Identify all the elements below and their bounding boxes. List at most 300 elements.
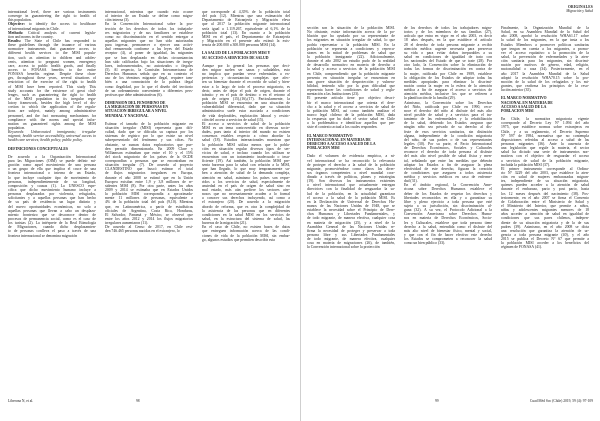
text-line: sección son la situación de la población MISI. — [307, 26, 395, 30]
text-line: frute de esos servicios sanitarios, sin distinción — [404, 129, 492, 134]
text-line: Asamblea General de las Naciones Unidas re- — [307, 224, 395, 229]
text-line: todas las formas de discriminación en contra de — [404, 67, 492, 72]
left-column-2 — [105, 10, 193, 234]
text-line: el extranjero (20). De acuerdo a la migración — [202, 200, 290, 205]
text-line: dad (31). — [404, 179, 418, 184]
text-line: del nuevo oportunidades económicas, no solo a — [8, 204, 96, 209]
running-header — [566, 5, 593, 14]
text-line: país de origen (15),(16),(17). Particularmente, la — [202, 96, 290, 101]
text-line: el acceso a la salud de la población MISI. Es — [307, 195, 395, 200]
text-line: El acceso a servicios de salud de la población — [202, 121, 290, 126]
text-line: Methods: Critical analysis of current legisla- — [8, 30, 96, 35]
text-line: oficiales de Argentina, Costa Rica, Honduras, — [105, 208, 193, 213]
text-line: la población MISI utiliza menos que la pobla- — [202, 142, 290, 147]
text-line: 2015 se publica el Decreto N° 67 que permite a — [501, 237, 589, 242]
section-heading-line: SITUACIÓN IRREGULAR A NIVEL — [105, 109, 167, 114]
text-line: médica a fin de asegurar el acceso a servicios de — [404, 88, 492, 93]
text-line: moción de la salud de los refugiados y los mi- — [501, 79, 589, 84]
text-line: les y Culturales, establece que toda persona tiene — [404, 220, 492, 225]
page-number-right: 99 — [435, 399, 439, 403]
text-line: sos órganos competentes a nivel mundial coor- — [307, 170, 395, 175]
text-line: establece la necesidad sobre el Principio de Dere- — [307, 208, 395, 213]
text-line: a servicios de salud de la población migrante, — [501, 158, 589, 163]
text-line: los turistas (2). La intérprete de la Real Etimología — [8, 221, 96, 226]
text-line: MISI es un tema controvertido en diversas socie- — [202, 125, 290, 130]
text-line: tions are subject, mainly among administrative — [8, 109, 96, 114]
text-line: 28 el derecho de toda persona migrante a recibir — [404, 42, 492, 47]
text-line: a conocer sus derechos incluyendo, así como a — [202, 196, 290, 201]
text-line: mentación a las Instituciones (23). — [307, 92, 360, 97]
text-line: una grave situación de desprotección y vulnera- — [307, 79, 395, 84]
section-heading-line: DERECHO A ACCESO A SALUD DE LA — [307, 141, 376, 146]
text-line: periencias y circunstancias complejas que afec- — [202, 76, 290, 81]
text-line: artículo que entra en vigor en el año 2003, es decir — [404, 34, 492, 39]
text-line: tencia de 200.000 a 300.000 personas MISI (14). — [202, 43, 277, 48]
section-heading-line: POBLACIÓN MISI — [501, 108, 534, 113]
section-heading-line: LA MIGRACIÓN DE PERSONAS EN — [105, 105, 169, 110]
text-line: No obstante, existe información acerca de la po- — [307, 30, 395, 35]
text-line: of international migrants in Chile. — [8, 26, 60, 31]
text-line: frontera internacional se denomina migración — [8, 233, 78, 238]
text-line: of MISI have been reported. This study This — [8, 84, 96, 89]
text-line: bilidad, teniendo sólo por la gran dificultad que — [307, 83, 395, 88]
text-line: ción del acceso a servicios de salud (15). — [202, 117, 264, 122]
text-line: que, en Latinoamérica, a partir de estadísticas — [105, 204, 193, 209]
text-line: y Migración en el presente año estimó la exis- — [202, 38, 290, 43]
text-line: 4% de la población total del país (9,10). Mientras — [105, 200, 193, 205]
text-line: firma la necesidad de proteger y preservar a toda — [307, 228, 395, 233]
text-line: siones en la mitad de problemas de salud que — [307, 50, 395, 55]
text-line: vicios de salud, e incluso cuando los utilizan se — [202, 150, 290, 155]
text-line: Results: The State of Chile has responded to — [8, 38, 96, 43]
text-line: nación por motivos de género, edad, religión, — [501, 63, 589, 68]
text-line: mation on guaranteed rights among the MISI — [8, 121, 96, 126]
text-line: decir, antes de dejar el país de origen, durante el — [202, 88, 290, 93]
text-line: de flujos migratorios irregulares en Europa, — [105, 171, 193, 176]
header-subtitle: Migración y Salud — [566, 9, 593, 14]
text-line: al interior de un Estado se define como migra- — [105, 14, 193, 19]
text-line: representa hacer las condiciones de salud y regla- — [307, 88, 395, 93]
text-line: población se representa a condiciones y repercu- — [307, 46, 395, 51]
text-line: estar a lo largo de todo el proceso migratorio, es — [202, 84, 290, 89]
text-line: a la problemática e identificar aquellos que per- — [307, 121, 395, 126]
text-line: CLANDESTINO que buscó estimar el total — [105, 167, 193, 172]
text-line: legales (30). Por su parte, el Pacto Internacional — [404, 141, 492, 146]
text-line: del más alto nivel posible de salud física y men- — [404, 154, 492, 159]
text-line: personnel, and the fact measuring mechanisms for — [8, 113, 96, 118]
text-line: en Chile, comprendiendo que la población migrante — [307, 71, 395, 76]
section-heading-line: NACIONAL EN MATERIA DE — [501, 100, 553, 105]
text-line: MISI en el país, el Departamento de Extranjería — [202, 34, 290, 39]
text-line: condiciones en la salud MISI en los servicios de — [202, 212, 290, 217]
text-line: que al 2017 la población migrante internacional — [202, 22, 290, 27]
text-line: de todo migrante, de manera efectiva, cualquier cosa — [307, 216, 395, 221]
text-line: corresponde al Decreto Ley N° 1.094 del año — [501, 121, 589, 126]
text-line: niñas y adolescentes migrantes menores de 18 — [501, 208, 589, 213]
text-line: una legislación que regule la materia, el sector — [501, 146, 589, 151]
text-line: personas migrantes (36). Ante la ausencia de — [501, 141, 589, 146]
text-line: tección de los derechos de todos los trabajado- — [105, 26, 193, 31]
text-line: Asimismo, la Convención sobre los Derechos — [404, 100, 492, 105]
text-line: administrativa suele estar asociada a condiciones — [202, 109, 290, 114]
text-line: que se han desplazado en dichas circunstancias — [105, 55, 193, 60]
text-line: ricana sobre Derechos Humanos establece el — [404, 187, 492, 192]
text-line: adoptó la resolución WHA70.15 sobre la pro- — [501, 75, 589, 80]
section-heading-line: SU ACCESO A SERVICIOS DE SALUD — [202, 55, 269, 60]
text-line: la población MISI acceder a los beneficios del — [501, 241, 589, 246]
text-line: restriction of the exercise of the right to health — [8, 80, 96, 85]
text-line: vulnerabilidad diferencial, dado que su situación — [202, 105, 290, 110]
text-line: de su país de residencia un lugar distinto y — [8, 200, 96, 205]
text-line: den 746.465 personas nacidas en el extranjero, lo — [105, 229, 180, 234]
text-line: these guidelines through the issuance of various — [8, 43, 96, 48]
text-line: lares, indocumentados, no autorizados o ilegales — [105, 63, 193, 68]
text-line: 18 años después, en la que establece el artículo — [404, 38, 492, 43]
text-line: Convención Americana sobre Derechos Huma- — [404, 212, 492, 217]
running-footer-journal: Cuad Méd Soc (Chile) 2019, 59 (4): 97-109 — [529, 399, 593, 403]
text-line: correspondían a personas que se encontraban en — [105, 159, 193, 164]
text-line: this population. — [8, 18, 32, 23]
left-column-1 — [8, 10, 96, 238]
text-line: de los derechos de todos los trabajadores migra- — [404, 26, 492, 30]
text-line: marco legal chileno de la población MISI, dada — [307, 112, 395, 117]
text-line: mente 11 millones de personas, equivalente a — [105, 196, 193, 201]
text-line: no implica que puedan verse enfrentadas a ex- — [202, 72, 290, 77]
text-line: nivel posible de salud y a servicios para el tra- — [404, 112, 492, 117]
text-line: dinado a través de políticas, planes y estrategias — [307, 175, 395, 180]
text-line: En el ámbito regional, la Convención Ame- — [404, 183, 492, 188]
text-line: Derechos Humanos señala que en su contexto el — [105, 72, 193, 77]
section-heading-line: INTERNACIONAL EN MATERIA DE — [307, 137, 371, 142]
text-line: como no discriminación en el sentido entregar a — [105, 34, 193, 39]
text-line: la planificación de la familia (29). — [404, 96, 456, 101]
text-line: frontera internacional o interna de un Estado, — [8, 171, 96, 176]
text-line: cretion to which the application of the regula- — [8, 105, 96, 110]
text-line: health care services; health policy; public policy. — [8, 138, 83, 143]
abstract-label: Objective: — [8, 22, 25, 27]
text-line: to de personas conlleva el paso a través de una — [8, 229, 96, 234]
text-line: (5). Al respecto, la Comisión Interamericana de — [105, 67, 193, 72]
text-line: de desarrollo normativo en materia de derecho a — [307, 63, 395, 68]
text-line: medidas apropiadas para eliminar la discrimi- — [404, 79, 492, 84]
abstract-label: Methods: — [8, 30, 24, 35]
right-column-1 — [307, 26, 395, 250]
text-line: de un ordenamiento conveniente a diferentes pers- — [105, 88, 193, 93]
text-line: la salud de los migrantes, en la que insta a los — [501, 38, 589, 43]
text-line: barreras de la migración (21). — [202, 221, 248, 226]
text-line: grantes, que reafirma los principios de la reso- — [501, 83, 589, 88]
text-line: population. — [8, 125, 26, 130]
text-line: nación contra la mujer en la esfera de la atención — [404, 83, 492, 88]
text-line: ción interna (3). — [105, 18, 130, 23]
text-line: ción en situación regular diversos tipos de ser- — [202, 146, 290, 151]
text-line: go, algunos estudios que permiten describir esta — [202, 237, 275, 242]
text-line: manos de las Naciones Unidas de 1948, que se — [307, 204, 395, 209]
text-line: libre y pleno ejercicio a toda persona que esté — [404, 199, 492, 204]
text-line: Estados Miembros a promover políticas sanitarias — [501, 42, 589, 47]
text-line: salud ha dictado una serie de instrumentos nor- — [501, 150, 589, 155]
text-line: blación que ha ayudado por su representante de — [307, 34, 395, 39]
text-line: para las Migraciones (OIM) se puede definir mi- — [8, 159, 96, 164]
text-line: miento fronterizo que se desconoce dentro de — [8, 212, 96, 217]
text-line: de Derechos Económicos, Sociales y Culturales — [404, 146, 492, 151]
text-line: solicitantes y a aquellas personas que han hecho — [8, 196, 96, 201]
text-line: los 12 meses después del nacimiento (38). Pos- — [501, 191, 589, 196]
section-heading-line: MUNDIAL Y NACIONAL — [105, 113, 149, 118]
text-line: migrante, promoviéndose como claros los diver- — [307, 166, 395, 171]
text-line: Objective: to identify the access to healthcare — [8, 22, 96, 27]
text-line: la población inmigrante (22). Adicionalmente, — [307, 54, 395, 59]
text-line: migrant; health service accessibility, universal access to — [8, 134, 96, 139]
text-line: international level, there are various instruments — [8, 10, 96, 14]
text-line: res migratorios y de sus familiares se establece — [105, 30, 193, 35]
text-line: de proteger el derecho a la salud de la población — [307, 162, 395, 167]
text-line: deber de los Estados de respetar los derechos y — [404, 191, 492, 196]
text-line: of the MISI population in its irregular regu- — [8, 96, 96, 101]
text-line: En Chile, la normativa migratoria vigente — [501, 117, 589, 122]
text-line: dades, pues tanto al interior del mundo no existen — [202, 130, 290, 135]
text-line: durante el embarazo, parto y post parto, hasta — [501, 187, 589, 192]
text-line: de la salud, debiendo los Estados asegurar que — [404, 121, 492, 126]
text-line: tránsito y en el país de destino o en el retorno al — [202, 92, 290, 97]
text-line: ben a atención de salud de la demanda compleja, — [202, 171, 290, 176]
text-line: personas desplazadas por violencia, refugiados, — [8, 192, 96, 197]
text-line: sería igual a 1.119.267, equivalente al 6,1% de la — [202, 26, 290, 31]
text-line: latory framework, besides the high level of dis- — [8, 101, 96, 106]
text-line: chos Humanos y Libertades Fundamentales, y — [307, 212, 395, 217]
text-line: teriormente, en el año 2007 se firma el Convenio — [501, 195, 589, 200]
text-line: receptor (4), al poner de igualdad, las migrantes — [105, 51, 193, 56]
text-line: nosos que no necesariamente acuden a lo formal — [202, 192, 290, 197]
text-line: otro lado, la Convención sobre la eliminación de — [404, 63, 492, 68]
text-line: Salud, en su Asamblea Mundial de la Salud del — [501, 30, 589, 35]
text-line: access to FONASA benefits to the entire — [8, 67, 96, 72]
text-line: atención en salud, asimismo los países son reque- — [202, 175, 290, 180]
text-line: composición y causas (1). La UNESCO espe- — [8, 183, 96, 188]
text-line: lución anterior (35). — [501, 88, 532, 93]
text-line: adoptar los Estados a fin de asegurar la plena — [404, 162, 492, 167]
text-line: condiciones que sus pares chilenos, indepen- — [501, 216, 589, 221]
text-line: sistemas de registro por lo que existe un nivel — [105, 134, 193, 139]
text-line: obstante, se suman datos exploratorios que pue- — [105, 142, 193, 147]
text-line: lenges, such as guaranteeing the right to health — [8, 92, 96, 97]
text-line: podría representar a la población MISI. En la — [307, 42, 395, 47]
text-line: Departamento de Extranjería y Migración eleva — [202, 18, 290, 23]
text-line: que corresponde al 4,35% de la población total — [202, 10, 290, 14]
text-line: den migrar suelen ser sanas y saludables, esto — [202, 67, 290, 72]
text-line: study accounts for the existence of great chal- — [8, 88, 96, 93]
text-line: los migrantes en situación irregular de salud, lo que — [307, 38, 395, 43]
text-line: cosa en materia de migraciones (26), de también, — [307, 241, 395, 246]
text-line: El primer instrumento corresponde al Ordina- — [501, 166, 589, 171]
text-line: derecho a la salud, entendida como el disfrute del — [404, 224, 492, 229]
text-line: que tengan en cuenta a los migrantes, a promo- — [501, 46, 589, 51]
right-page — [300, 0, 600, 421]
text-line: la respuesta que ha dado el sector salud en Chile — [307, 117, 395, 122]
text-line: El presente artículo tiene por objetivo descri- — [307, 96, 395, 101]
text-line: año 2017 la Asamblea Mundial de la Salud — [501, 71, 589, 76]
text-line: diente de su situación migratoria y de la de sus — [501, 220, 589, 225]
text-line: tamiento de las enfermedades y la rehabilitación — [404, 117, 492, 122]
text-line: normative instruments that guarantee access to — [8, 47, 96, 52]
header-section-title: ORIGINALES — [568, 5, 593, 9]
text-line: la Convención internacional sobre la protección — [307, 245, 380, 250]
text-line: irregulares aumentaron (11). — [105, 221, 149, 226]
text-line: régimen de FONASA (41). — [501, 245, 543, 250]
text-line: de Colaboración entre el Ministerio de Salud y — [501, 199, 589, 204]
text-line: más alto nivel de bienestar físico, mental y social, — [404, 228, 492, 233]
text-line: cho a la salud y el acceso a servicios de salud de — [307, 104, 395, 109]
text-line: salud, la prevención de enfermedades y la aten- — [501, 54, 589, 59]
text-line: compliance with the norms and special infor- — [8, 117, 96, 122]
text-line: Europea existían entre 1,9 y 3,8 millones de re- — [105, 179, 193, 184]
text-line: cultad, dado que se dificulta su captura por los — [105, 130, 193, 135]
text-line: mal estado, más aún prefiere los sectores aire- — [202, 188, 290, 193]
text-line: salud (18). Estudios internacionales muestran que — [202, 138, 290, 143]
text-line: la salud y acceso a servicios de la población MISI — [307, 67, 395, 72]
text-line: care, access to public health goods, and finally — [8, 63, 96, 68]
text-line: lo que incluye cualquier tipo de movimiento de — [8, 175, 96, 180]
text-line: cents, attention to pregnant women, emergency — [8, 59, 96, 64]
text-line: de todo migrante, de manera efectiva, cualquier — [307, 237, 395, 242]
text-line: de Migraciones, cuando dicho desplazamien- — [8, 225, 96, 230]
text-line: salud en condiciones de igualdad de trato con — [404, 54, 492, 59]
text-line: uso de los términos migrante ilegal, requiere tam- — [105, 76, 193, 81]
text-line: internacional, mientras que cuando esto ocurre — [105, 10, 193, 14]
text-line: guna (32). A su vez, el Protocolo Adicional a la — [404, 208, 492, 213]
text-line: Finalmente, la Organización Mundial de la — [501, 26, 589, 30]
text-line: población total (13). En cuanto a la población — [202, 30, 290, 35]
text-line: El Salvador, Panamá y México, se observó que — [105, 212, 193, 217]
text-line: durante el año 2008 se estimó que en la Unión — [105, 175, 193, 180]
text-line: FONASA benefits regime. Despite these chan- — [8, 72, 96, 77]
text-line: ver el acceso equitativo a la promoción de la — [501, 50, 589, 55]
text-line: situación irregular (MISI) representa gran difi- — [105, 125, 193, 130]
text-line: la población MISI correspondía a aproximada- — [105, 192, 193, 197]
text-line: sujeta a su jurisdicción, sin discriminación al- — [404, 204, 492, 209]
text-line: subrepresentado del fenómeno y sus cifras. No — [105, 138, 193, 143]
text-line: para ingresar, permanecer o ejercer una activi- — [105, 43, 193, 48]
text-line: de vida deplorables, explotación laboral y restric- — [202, 113, 290, 118]
text-line: mativos con el objetivo de resguardar el acceso — [501, 154, 589, 159]
text-line: nacionalidad o raza (34). Posteriormente, en el — [501, 67, 589, 72]
text-line: ciones de vida de la población MISI, sin embar- — [202, 233, 290, 238]
text-line: ges, throughout these years, several situations of — [8, 76, 96, 81]
text-line: den permitir dimensionarla. En 2009 Clare y — [105, 146, 193, 151]
text-line: sidentes MISI (8). Por otra parte, antes los años — [105, 183, 193, 188]
right-column-2 — [404, 26, 492, 245]
text-line: aquellas personas que llevan a cabo un desplaza- — [8, 208, 96, 213]
text-line: gración como aquel movimiento de una persona — [8, 163, 96, 168]
text-line: nos en materia de Derechos Económicos, Socia- — [404, 216, 492, 221]
text-line: ción en salud de mujeres embarazadas migran- — [501, 175, 589, 180]
left-column-3 — [202, 10, 290, 242]
text-line: vel internacional se ha reconocido la relevancia — [307, 158, 395, 163]
text-line: del país (12). Mientras que una estimación del — [202, 14, 290, 19]
running-footer-authors: Liberona N, et al. — [8, 399, 34, 403]
text-line: libertades reconocidos en ella y a garantizar su — [404, 195, 492, 200]
text-line: lud de la población, en la actualidad garantizar — [307, 191, 395, 196]
text-line: Aunque por lo general las personas que deci- — [202, 63, 290, 68]
text-line: de condiciones que aseguren a todos asistencia — [404, 170, 492, 175]
text-line: han sido calificadas bajo las situaciones de irregu- — [105, 59, 193, 64]
text-line: different health services to the MISI popula- — [8, 51, 96, 56]
text-line: Chile, y a su reglamento, el Decreto Supremo — [501, 129, 589, 134]
text-line: y que con el fin de hacer efectivo este derecho — [404, 233, 492, 238]
text-line: presenta en situación irregular se encuentran en — [307, 75, 395, 80]
text-line: en la Declaración de Universal de Derechos Hu- — [307, 199, 395, 204]
text-line: ansiedad en el país de origen de salud sino en — [202, 183, 290, 188]
right-column-3 — [501, 26, 589, 250]
text-line: directrices con la finalidad de resguardar la sa- — [307, 187, 395, 192]
text-line: rio N° 3229 del año 2003, que establece la aten- — [501, 170, 589, 175]
text-line: quienes pueden acceder a la atención de salud — [501, 183, 589, 188]
text-line: ningún niño sea privado de su derecho al dis- — [404, 125, 492, 130]
text-line: De acuerdo a la Organización Internacional — [8, 154, 96, 159]
text-line: bir el marco internacional que orienta el dere- — [307, 100, 395, 105]
text-line: aquellas migrantes que no han sido autorizadas — [105, 38, 193, 43]
section-heading-line: LA SALUD DE LA POBLACIÓN MISI Y — [202, 51, 271, 56]
text-line: 1975, que establece normas sobre extranjeros en — [501, 125, 589, 130]
text-line: una resolución que garantiza la atención de ur- — [501, 228, 589, 233]
text-line: ficiente (19). Así también, la población MISI pre- — [202, 159, 290, 164]
text-line: situación irregular (7). De acuerdo al proyecto — [105, 163, 193, 168]
text-line: su vida o para evitar daños irreparables a su — [404, 50, 492, 55]
text-line: Keywords: Unbarcoated immigrants; irregular — [8, 130, 96, 135]
text-line: que han llegado, lo que muy tempranamente su- — [202, 167, 290, 172]
text-line: gencia a toda persona migrante (40), y el año — [501, 233, 589, 238]
section-heading-line: EL MARCO NORMATIVO — [307, 133, 353, 138]
text-line: De acuerdo al Censo de 2017, en Chile resi- — [105, 225, 193, 230]
text-line: 2009 y 2014 se estimaba que en Estados Unidos — [105, 188, 193, 193]
text-line: tal, señalando que entre las medidas que deberán — [404, 158, 492, 163]
text-line: En el caso de Chile, no existen bases de datos — [202, 225, 290, 230]
text-line: encuentran con un tratamiento inadecuado o insu- — [202, 154, 290, 159]
text-line: (19). Son diversos los instrumentos existentes — [307, 179, 395, 184]
text-line: padres (39). Asimismo, en el año 2008 se dicta — [501, 224, 589, 229]
section-heading-line: EL MARCO NORMATIVO — [501, 96, 547, 101]
text-line: atención médica urgente necesaria para preservar — [404, 46, 492, 51]
text-line: tion, such as attention to children and adoles- — [8, 55, 96, 60]
text-line: torios y de los miembros de sus familias (27), — [404, 30, 492, 35]
text-line: los nacionales del Estado de que se trate (28). Por — [404, 59, 492, 64]
text-line: atención médica, inclusive los que se refieren a — [404, 92, 492, 97]
text-line: tes, independiente de su situación migratoria, — [501, 179, 589, 184]
text-line: en materia de migración (25), y a nivel de la — [307, 220, 395, 225]
text-line: año 2008, aprobó la resolución WHA61.17 sobre — [501, 34, 589, 39]
text-line: a nivel internacional que actualmente entregan — [307, 183, 395, 188]
abstract-label: Results: — [8, 38, 22, 43]
text-line: N° 597 de 1984, normativa que no contempla — [501, 133, 589, 138]
text-line: cifica que dicho movimiento humano incluye a — [8, 188, 96, 193]
text-line: del niño, de sus padres o de sus representantes — [404, 137, 492, 142]
text-line: persona libre y sus Libertades Fundamentales — [307, 233, 395, 238]
text-line: tion and norms in the country. — [8, 34, 54, 39]
text-line: abordo de reforma, que es otra la complejidad de — [202, 204, 290, 209]
text-line: dad remunerada conforme a las leyes del Estado — [105, 47, 193, 52]
text-line: efectividad de este derecho, figuran la creación — [404, 166, 492, 171]
text-line: noce el derecho del niño al disfrute del más alto — [404, 108, 492, 113]
text-line: durante el año 2002 un estudio pudo de la realidad — [307, 59, 395, 64]
text-line: siste el contexto actual a los cuales responden. — [307, 125, 378, 130]
text-line: bién a una connotación de la palabra ilegal — [105, 80, 193, 85]
text-line: Williamson estimaban que entre el 10 y el 15% — [105, 150, 193, 155]
text-line: del stock migratorio de los países de la OCDE — [105, 154, 193, 159]
text-line: o un grupo de ella que implica el cruce de una — [8, 167, 96, 172]
text-line: pectivas que debe administrativas (6). — [105, 92, 163, 97]
text-line: En la Convención Internacional sobre la pro- — [105, 22, 193, 27]
text-line: reconoce el derecho de toda persona al disfrute — [404, 150, 492, 155]
